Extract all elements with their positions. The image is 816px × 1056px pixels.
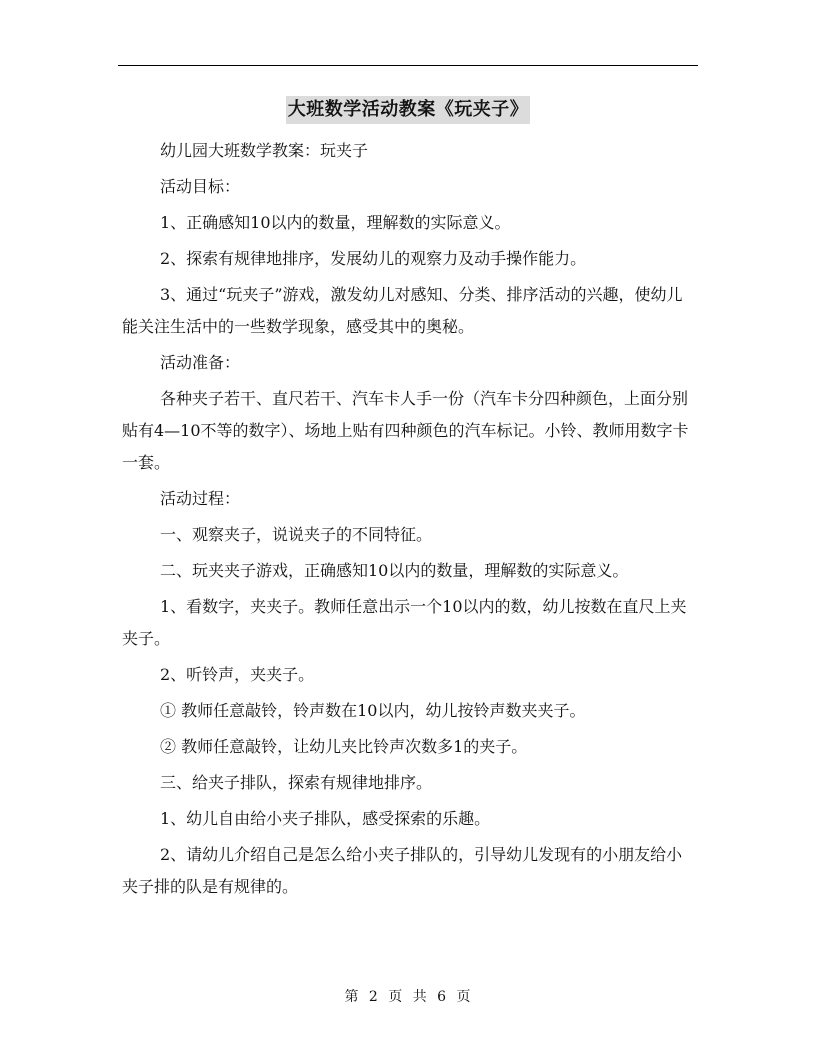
paragraph: 一、观察夹子，说说夹子的不同特征。 [160,525,433,544]
footer-di: 第 [344,989,360,1005]
paragraph: 各种夹子若干、直尺若干、汽车卡人手一份（汽车卡分四种颜色，上面分别贴有4—10不等的数字）、场地上贴有四种颜色的汽车标记。小铃、教师用数字卡一套。 [122,389,689,472]
footer-gong: 共 [412,989,428,1005]
paragraph: 二、玩夹夹子游戏，正确感知10以内的数量，理解数的实际意义。 [160,561,629,580]
paragraph: 1、正确感知10以内的数量，理解数的实际意义。 [160,213,511,232]
paragraph: ① 教师任意敲铃，铃声数在10以内，幼儿按铃声数夹夹子。 [160,701,586,720]
title-wrap [0,96,816,124]
paragraph: 活动过程： [160,489,241,508]
footer-total-pages: 6 [437,989,448,1005]
document-title: 大班数学活动教案《玩夹子》 [286,96,531,124]
paragraph: 2、请幼儿介绍自己是怎么给小夹子排队的，引导幼儿发现有的小朋友给小夹子排的队是有规律的。 [122,845,683,896]
page-footer [0,986,816,1006]
header-rule [118,65,698,66]
paragraph: 1、看数字，夹夹子。教师任意出示一个10以内的数，幼儿按数在直尺上夹夹子。 [122,597,687,648]
paragraph: 3、通过“玩夹子”游戏，激发幼儿对感知、分类、排序活动的兴趣，使幼儿能关注生活中的一些数学现象，感受其中的奥秘。 [122,285,683,336]
paragraph: 幼儿园大班数学教案：玩夹子 [160,141,369,160]
footer-ye: 页 [388,989,404,1005]
paragraph: 2、探索有规律地排序，发展幼儿的观察力及动手操作能力。 [160,249,587,268]
paragraph: 活动准备： [160,353,241,372]
paragraph: 三、给夹子排队，探索有规律地排序。 [160,773,433,792]
document-body [122,135,696,903]
paragraph: 活动目标： [160,177,241,196]
footer-ye: 页 [456,989,472,1005]
paragraph: ② 教师任意敲铃，让幼儿夹比铃声次数多1的夹子。 [160,737,528,756]
paragraph: 2、听铃声，夹夹子。 [160,665,315,684]
paragraph: 1、幼儿自由给小夹子排队，感受探索的乐趣。 [160,809,491,828]
footer-page-number: 2 [368,989,379,1005]
